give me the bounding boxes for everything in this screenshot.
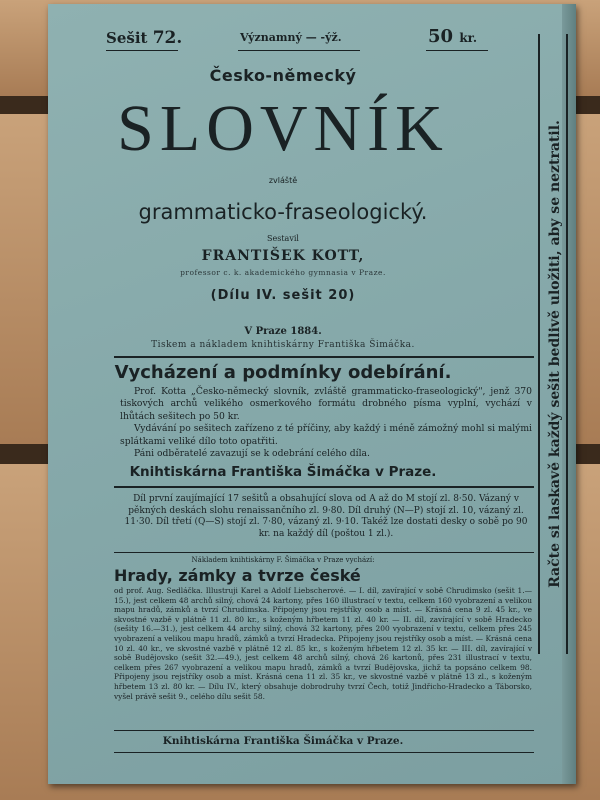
divider xyxy=(114,730,534,731)
part-label: (Dílu IV. sešit 20) xyxy=(210,288,356,303)
price-label xyxy=(428,26,477,47)
issue-number: 72. xyxy=(152,28,183,48)
advert-body: od prof. Aug. Sedláčka. Illustruji Karel a Adolf Liebscherové. — I. díl, zavírající v sobě Chrudimsko (sešit 1.—15.), jest celkem 48 archů silný, chová 24 kartony, přes 160 illustrací v textu, celkem 160 vyobrazení a velikou mapu hradů, zámků a tvrzí Chrudimska. Připojeny jsou rejstříky osob a míst. — Krásná cena 9 zl. 45 kr., ve skvostné vazbě v plátně 11 zl. 80 kr., s koženým hřbetem 11 zl. 40 kr. — II. díl, zavírající v sobě Hradecko (sešity 16.—31.), jest celkem 44 archy silný, chová 32 kartony, přes 200 vyobrazení v textu, celkem přes 245 vyobrazení a velikou mapu hradů, zámků a tvrzí Hradecka. Připojeny jsou rejstříky osob a míst. — Krásná cena 10 zl. 40 kr., ve skvostné vazbě v plátně 12 zl. 85 kr., s koženým hřbetem 12 zl. 35 kr. — III. díl, zavírající v sobě Budějovsko (sešit 32.—49.), jest celkem 48 archů silný, chová 26 kartonů, přes 231 illustrací v textu, celkem přes 267 vyobrazení a velikou mapu hradů, zámků a tvrzí Budějovska, jichž ta popsáno celkem 98. Připojeny jsou rejstříky osob a míst. Krásná cena 11 zl. 35 kr., ve skvostné vazbě v plátně 13 zl., s koženým hřbetem 13 zl. 80 kr. — Dílu IV., který obsahuje dobrodruhy tvrzí Čech, totiž Jindřicho-Hradecko a Táborsko, vyšel právě sešit 9., celého dílu sešit 58. xyxy=(114,586,532,701)
place-year: V Praze 1884. xyxy=(244,326,322,337)
press-name: Knihtiskárna Františka Šimáčka v Praze. xyxy=(129,464,437,480)
price-value: 50 xyxy=(428,26,454,47)
cover-header-row xyxy=(48,28,518,54)
divider xyxy=(114,486,534,488)
main-title: SLOVNÍK xyxy=(117,92,449,165)
compiled-by: Sestavil xyxy=(267,234,299,243)
printer-line: Tiskem a nákladem knihtiskárny Františka Šimáčka. xyxy=(151,340,415,350)
word-range-label: Významný — -ýž. xyxy=(240,31,342,44)
subtitle-main: grammaticko-fraseologický. xyxy=(138,200,428,224)
price-list-text: Díl první zaujímající 17 sešitů a obsahující slova od A až do M stojí zl. 8·50. Vázaný v pěkných deskách slohu renaissančního zl. 9·80. Díl druhý (N—P) stojí zl. 10, vázaný zl. 11·30. Díl třetí (Q—S) stojí zl. 7·80, vázaný zl. 9·10. Takéž lze dostati desky o sobě po 90 kr. na každý díl (poštou 1 zl.). xyxy=(124,494,528,539)
author-name: FRANTIŠEK KOTT, xyxy=(201,248,365,264)
small-connector: zvláště xyxy=(268,176,298,185)
footer-printer: Knihtiskárna Františka Šimáčka v Praze. xyxy=(162,735,404,747)
subtitle-top: Česko-německý xyxy=(209,66,357,85)
booklet-cover xyxy=(48,4,576,784)
vertical-notice xyxy=(540,64,570,644)
paragraph-1: Prof. Kotta „Česko-německý slovník, zvláště grammaticko-fraseologický", jenž 370 tiskových archů velikého osmerkového formátu drobného písma vyplní, vychází v lhůtách sešitech po 50 kr. xyxy=(120,386,532,422)
publisher-note: Nákladem knihtiskárny F. Šimáčka v Praze vychází: xyxy=(191,556,375,564)
issue-label xyxy=(106,28,182,48)
section-heading: Vycházení a podmínky odebírání. xyxy=(114,362,452,383)
divider xyxy=(114,356,534,358)
paragraph-2: Vydávání po sešitech zařízeno z té příčiny, aby každý i méně zámožný mohl si malými splátkami veliké dílo toto opatřiti. xyxy=(120,423,532,447)
author-role: professor c. k. akademického gymnasia v Praze. xyxy=(180,268,386,277)
price-unit: kr. xyxy=(459,31,478,45)
advert-title: Hrady, zámky a tvrze české xyxy=(114,566,361,585)
divider xyxy=(114,752,534,753)
issue-word: Sešit xyxy=(106,29,148,47)
paragraph-3: Páni odběratelé zavazují se k odebrání celého díla. xyxy=(134,448,370,460)
conditions-text xyxy=(120,386,532,460)
divider xyxy=(114,552,534,553)
vertical-notice-text: Račte si laskavě každý sešit bedlivě uložiti, aby se neztratil. xyxy=(547,120,563,588)
